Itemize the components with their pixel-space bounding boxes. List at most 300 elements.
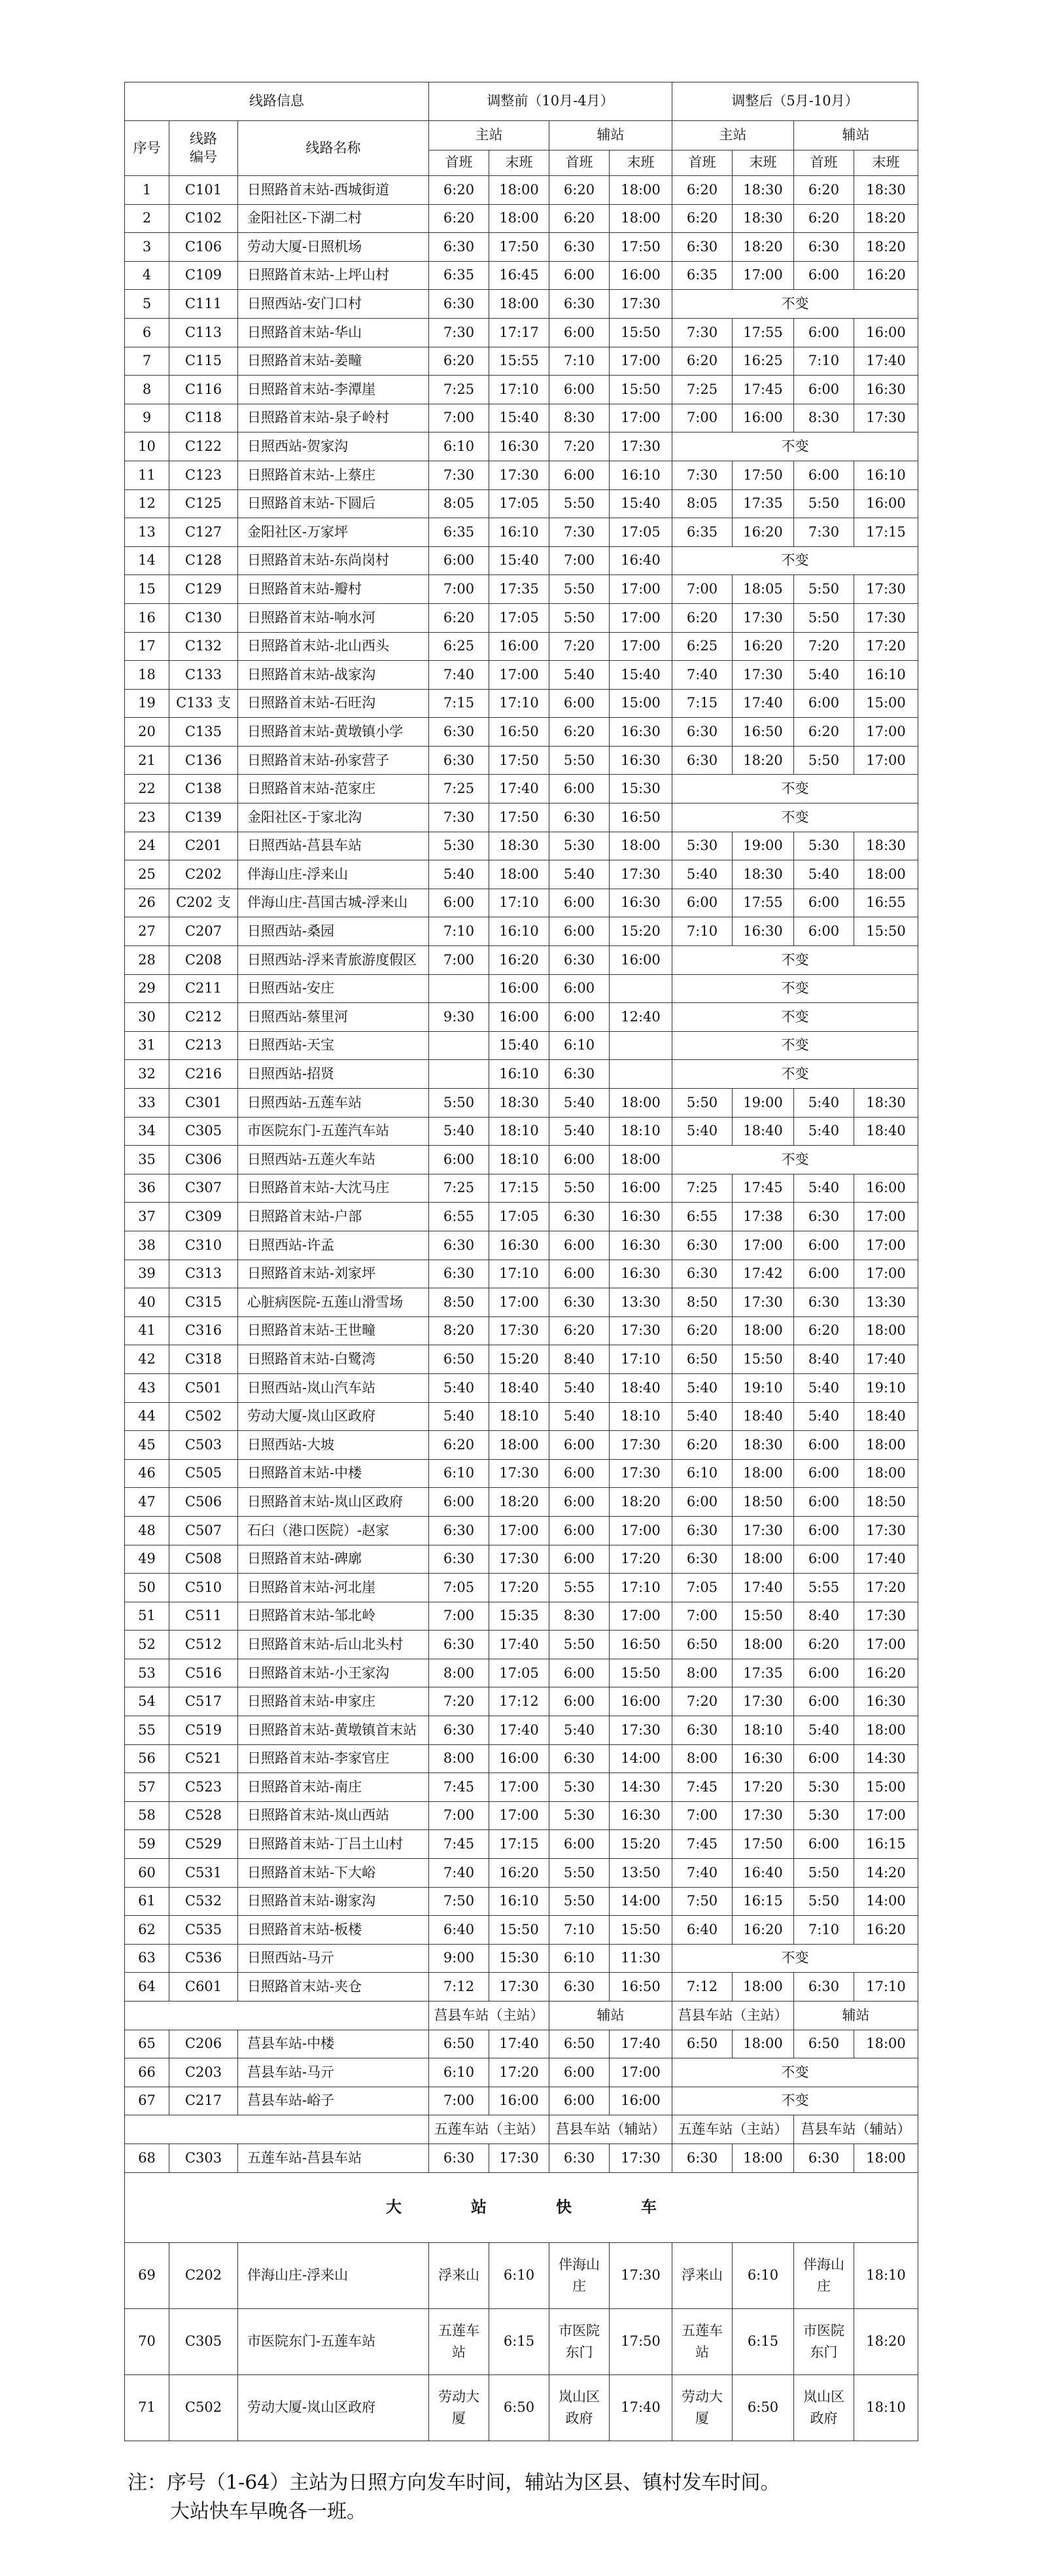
before-aux-last: 17:50 [610, 2308, 672, 2374]
table-row [125, 2030, 918, 2058]
route-code: C310 [169, 1231, 238, 1260]
route-code: C303 [169, 2144, 238, 2172]
route-code: C531 [169, 1859, 238, 1888]
row-number: 32 [125, 1060, 169, 1089]
after-main-first: 8:50 [672, 1288, 733, 1317]
row-number: 30 [125, 1003, 169, 1032]
before-aux-first: 5:30 [549, 1801, 610, 1830]
before-main-first: 8:00 [429, 1744, 489, 1773]
before-aux-last: 16:10 [610, 461, 672, 489]
after-aux-last: 17:40 [854, 1545, 918, 1574]
after-main-first: 7:05 [672, 1574, 733, 1602]
after-main-first: 5:40 [672, 1402, 733, 1431]
after-aux-last: 16:55 [854, 889, 918, 917]
before-main-first: 9:00 [429, 1944, 489, 1973]
row-number: 34 [125, 1117, 169, 1146]
after-main-first: 5:30 [672, 832, 733, 860]
before-aux-first: 6:30 [549, 1744, 610, 1773]
table-row [125, 1516, 918, 1545]
before-aux-first: 6:00 [549, 1545, 610, 1574]
after-main-last: 17:30 [733, 603, 794, 632]
before-main-last: 16:20 [489, 946, 549, 975]
table-row [125, 718, 918, 747]
route-code: C301 [169, 1089, 238, 1118]
after-main-first: 5:50 [672, 1089, 733, 1118]
before-aux-first: 6:00 [549, 461, 610, 489]
after-aux-first: 6:00 [794, 318, 854, 347]
before-main-last: 15:40 [489, 546, 549, 575]
sub-header-aux: 辅站 [794, 2002, 918, 2030]
after-aux-last: 16:10 [854, 661, 918, 690]
route-name: 金阳社区-万家坪 [238, 518, 429, 547]
after-aux-last: 18:50 [854, 1488, 918, 1517]
table-row [125, 1288, 918, 1317]
before-aux-last: 16:30 [610, 1801, 672, 1830]
after-aux-last: 17:00 [854, 1801, 918, 1830]
after-aux-last: 14:00 [854, 1887, 918, 1916]
before-aux-first: 8:30 [549, 404, 610, 432]
after-aux-last: 18:40 [854, 1402, 918, 1431]
route-name: 日照西站-安门口村 [238, 290, 429, 319]
after-main-last: 16:00 [733, 404, 794, 432]
before-main-last: 16:00 [489, 1003, 549, 1032]
after-aux-first: 6:00 [794, 1231, 854, 1260]
route-name: 金阳社区-下湖二村 [238, 204, 429, 233]
blank-cell [125, 2002, 429, 2030]
route-name: 日照路首末站-丁吕土山村 [238, 1830, 429, 1859]
before-main-first: 7:20 [429, 1687, 489, 1716]
after-main-last: 18:50 [733, 1488, 794, 1517]
before-main-last: 17:12 [489, 1687, 549, 1716]
row-number: 1 [125, 176, 169, 205]
after-aux-last: 16:20 [854, 261, 918, 290]
after-aux-last: 18:40 [854, 1117, 918, 1146]
route-name: 日照路首末站-刘家坪 [238, 1260, 429, 1288]
before-main-last: 17:30 [489, 1316, 549, 1345]
before-aux-first: 5:50 [549, 489, 610, 518]
after-aux-first: 5:40 [794, 1402, 854, 1431]
after-main-first: 劳动大厦 [672, 2374, 733, 2441]
after-aux-first: 5:40 [794, 1373, 854, 1402]
table-row [125, 575, 918, 604]
header-before-aux: 辅站 [549, 121, 672, 150]
header-after-main: 主站 [672, 121, 794, 150]
header-row-1 [125, 82, 918, 121]
table-row [125, 318, 918, 347]
after-main-first: 6:20 [672, 204, 733, 233]
route-name: 日照西站-马亓 [238, 1944, 429, 1973]
row-number: 55 [125, 1716, 169, 1745]
before-aux-last: 18:00 [610, 1089, 672, 1118]
before-main-last: 18:00 [489, 290, 549, 319]
before-main-last: 18:00 [489, 1431, 549, 1460]
row-number: 15 [125, 575, 169, 604]
after-main-first: 6:40 [672, 1916, 733, 1945]
after-aux-last: 17:30 [854, 603, 918, 632]
before-main-last: 15:50 [489, 1916, 549, 1945]
before-aux-first: 6:30 [549, 2144, 610, 2172]
route-code: C132 [169, 632, 238, 661]
after-main-first: 6:30 [672, 1716, 733, 1745]
sub-header-main: 莒县车站（主站） [672, 2002, 794, 2030]
route-name: 日照路首末站-泉子岭村 [238, 404, 429, 432]
before-main-last: 16:20 [489, 1859, 549, 1888]
before-aux-first: 6:00 [549, 1431, 610, 1460]
before-aux-first: 6:30 [549, 290, 610, 319]
row-number: 2 [125, 204, 169, 233]
after-main-last: 17:35 [733, 1659, 794, 1687]
before-main-first [429, 1060, 489, 1089]
after-aux-last: 18:00 [854, 1316, 918, 1345]
after-aux-first: 5:50 [794, 489, 854, 518]
before-main-last: 15:30 [489, 1944, 549, 1973]
route-name: 日照西站-贺家沟 [238, 432, 429, 461]
before-main-last: 17:40 [489, 1716, 549, 1745]
before-aux-first: 7:10 [549, 347, 610, 376]
before-main-first: 7:05 [429, 1574, 489, 1602]
before-main-first: 7:30 [429, 461, 489, 489]
before-main-last: 17:20 [489, 1574, 549, 1602]
after-aux-first: 6:00 [794, 1830, 854, 1859]
route-code: C130 [169, 603, 238, 632]
before-aux-first: 6:30 [549, 233, 610, 262]
row-number: 70 [125, 2308, 169, 2374]
after-main-last: 17:30 [733, 1801, 794, 1830]
after-main-last: 18:10 [733, 1716, 794, 1745]
before-main-first: 7:25 [429, 376, 489, 404]
route-name: 劳动大厦-岚山区政府 [238, 1402, 429, 1431]
after-unchanged: 不变 [672, 546, 918, 575]
table-row [125, 1146, 918, 1174]
route-code: C125 [169, 489, 238, 518]
table-row [125, 261, 918, 290]
after-main-first: 7:25 [672, 376, 733, 404]
route-name: 日照路首末站-碑廓 [238, 1545, 429, 1574]
before-aux-last: 15:40 [610, 489, 672, 518]
route-code: C133 [169, 661, 238, 690]
route-name: 日照路首末站-姜疃 [238, 347, 429, 376]
before-aux-last: 17:30 [610, 2144, 672, 2172]
before-aux-last: 17:30 [610, 1459, 672, 1488]
row-number: 24 [125, 832, 169, 860]
before-aux-first: 5:40 [549, 1373, 610, 1402]
footnote [128, 2469, 780, 2526]
after-main-last: 18:20 [733, 233, 794, 262]
route-name: 日照路首末站-小王家沟 [238, 1659, 429, 1687]
row-number: 54 [125, 1687, 169, 1716]
before-aux-first: 6:00 [549, 376, 610, 404]
before-main-first: 7:12 [429, 1973, 489, 2002]
before-main-last: 17:40 [489, 775, 549, 803]
row-number: 69 [125, 2242, 169, 2308]
after-aux-first: 8:40 [794, 1345, 854, 1374]
before-main-last: 16:00 [489, 2087, 549, 2115]
table-row [125, 376, 918, 404]
after-main-last: 16:15 [733, 1887, 794, 1916]
table-row [125, 290, 918, 319]
after-aux-last: 18:00 [854, 1459, 918, 1488]
header-after: 调整后（5月-10月） [672, 82, 918, 121]
after-main-first: 6:00 [672, 889, 733, 917]
table-row [125, 1459, 918, 1488]
table-row [125, 1830, 918, 1859]
after-unchanged: 不变 [672, 1031, 918, 1060]
before-aux-first: 7:30 [549, 518, 610, 547]
before-aux-first: 6:00 [549, 775, 610, 803]
table-row [125, 347, 918, 376]
before-aux-last: 16:00 [610, 2087, 672, 2115]
before-aux-last [610, 1031, 672, 1060]
before-aux-last: 11:30 [610, 1944, 672, 1973]
route-name: 日照西站-五莲火车站 [238, 1146, 429, 1174]
route-name: 日照路首末站-李家官庄 [238, 1744, 429, 1773]
after-main-first: 7:45 [672, 1773, 733, 1802]
before-main-first: 劳动大厦 [429, 2374, 489, 2441]
route-code: C511 [169, 1602, 238, 1631]
before-aux-first: 5:50 [549, 1174, 610, 1203]
table-row [125, 1316, 918, 1345]
route-code: C216 [169, 1060, 238, 1089]
after-aux-last: 18:00 [854, 1716, 918, 1745]
after-main-first: 6:30 [672, 233, 733, 262]
before-main-last: 16:00 [489, 632, 549, 661]
row-number: 62 [125, 1916, 169, 1945]
before-main-last: 17:05 [489, 1203, 549, 1231]
after-main-first: 7:15 [672, 689, 733, 718]
before-main-last: 17:00 [489, 661, 549, 690]
table-row [125, 1973, 918, 2002]
route-code: C502 [169, 1402, 238, 1431]
before-aux-first: 6:30 [549, 946, 610, 975]
route-name: 日照路首末站-上坪山村 [238, 261, 429, 290]
before-aux-first: 6:10 [549, 1944, 610, 1973]
after-main-last: 17:40 [733, 689, 794, 718]
after-main-first: 7:40 [672, 1859, 733, 1888]
before-aux-last: 17:00 [610, 2058, 672, 2087]
row-number: 64 [125, 1973, 169, 2002]
row-number: 53 [125, 1659, 169, 1687]
before-aux-first: 市医院东门 [549, 2308, 610, 2374]
after-aux-last: 15:00 [854, 689, 918, 718]
before-aux-last: 18:10 [610, 1117, 672, 1146]
before-aux-last: 15:20 [610, 917, 672, 946]
row-number: 28 [125, 946, 169, 975]
after-main-first: 8:00 [672, 1659, 733, 1687]
after-main-last: 17:55 [733, 318, 794, 347]
route-name: 日照西站-莒县车站 [238, 832, 429, 860]
after-main-last: 17:35 [733, 489, 794, 518]
table-row [125, 632, 918, 661]
bus-schedule-table [124, 82, 918, 2441]
before-main-last: 17:15 [489, 1174, 549, 1203]
before-aux-last: 13:50 [610, 1859, 672, 1888]
route-code: C123 [169, 461, 238, 489]
before-aux-first: 7:00 [549, 546, 610, 575]
row-number: 52 [125, 1631, 169, 1659]
after-aux-last: 15:00 [854, 1773, 918, 1802]
route-name: 伴海山庄-浮来山 [238, 860, 429, 889]
before-main-first: 9:30 [429, 1003, 489, 1032]
after-aux-last: 14:30 [854, 1744, 918, 1773]
after-aux-last: 17:15 [854, 518, 918, 547]
after-main-first: 7:40 [672, 661, 733, 690]
after-main-first: 7:00 [672, 404, 733, 432]
before-main-last: 17:30 [489, 461, 549, 489]
route-name: 日照路首末站-响水河 [238, 603, 429, 632]
route-code: C203 [169, 2058, 238, 2087]
blank-cell [125, 2115, 429, 2144]
before-aux-last: 17:00 [610, 632, 672, 661]
after-aux-first: 6:00 [794, 1488, 854, 1517]
before-main-last: 15:35 [489, 1602, 549, 1631]
route-name: 日照西站-五莲车站 [238, 1089, 429, 1118]
table-row [125, 1402, 918, 1431]
before-aux-first: 5:30 [549, 832, 610, 860]
before-aux-first: 6:00 [549, 917, 610, 946]
before-main-first: 6:10 [429, 1459, 489, 1488]
table-row [125, 603, 918, 632]
row-number: 27 [125, 917, 169, 946]
after-aux-last: 17:10 [854, 1973, 918, 2002]
before-main-first: 5:40 [429, 860, 489, 889]
before-aux-first: 6:00 [549, 1488, 610, 1517]
after-main-first: 7:30 [672, 461, 733, 489]
before-aux-first: 岚山区政府 [549, 2374, 610, 2441]
before-main-last: 18:30 [489, 832, 549, 860]
before-main-first: 6:30 [429, 1631, 489, 1659]
before-main-first: 6:30 [429, 233, 489, 262]
row-number: 16 [125, 603, 169, 632]
table-row [125, 204, 918, 233]
after-main-last: 18:00 [733, 2144, 794, 2172]
route-name: 日照路首末站-西城街道 [238, 176, 429, 205]
before-main-first: 5:40 [429, 1117, 489, 1146]
route-name: 日照路首末站-东尚岗村 [238, 546, 429, 575]
after-main-last: 17:30 [733, 1288, 794, 1317]
before-aux-first: 5:55 [549, 1574, 610, 1602]
row-number: 46 [125, 1459, 169, 1488]
after-main-first: 6:30 [672, 1260, 733, 1288]
before-aux-first: 6:00 [549, 1260, 610, 1288]
after-aux-first: 市医院东门 [794, 2308, 854, 2374]
route-name: 日照路首末站-夹仓 [238, 1973, 429, 2002]
after-main-first: 6:00 [672, 1488, 733, 1517]
before-main-first: 5:30 [429, 832, 489, 860]
before-main-first: 7:00 [429, 2087, 489, 2115]
route-code: C118 [169, 404, 238, 432]
after-main-last: 18:30 [733, 1431, 794, 1460]
route-name: 日照路首末站-河北崖 [238, 1574, 429, 1602]
after-aux-first: 7:30 [794, 518, 854, 547]
before-main-last: 16:10 [489, 1060, 549, 1089]
after-aux-last: 19:10 [854, 1373, 918, 1402]
route-code: C315 [169, 1288, 238, 1317]
before-aux-last: 18:20 [610, 1488, 672, 1517]
table-row [125, 1659, 918, 1687]
route-name: 日照西站-桑园 [238, 917, 429, 946]
header-first: 首班 [672, 150, 733, 176]
row-number: 13 [125, 518, 169, 547]
before-aux-first: 6:00 [549, 2087, 610, 2115]
before-aux-last: 14:30 [610, 1773, 672, 1802]
route-name: 日照路首末站-下大峪 [238, 1859, 429, 1888]
after-aux-first: 6:30 [794, 2144, 854, 2172]
after-aux-first: 6:20 [794, 176, 854, 205]
header-after-aux: 辅站 [794, 121, 918, 150]
route-code: C505 [169, 1459, 238, 1488]
before-aux-first: 5:50 [549, 1859, 610, 1888]
route-code: C536 [169, 1944, 238, 1973]
express-banner-char: 站 [471, 2197, 487, 2217]
route-name: 伴海山庄-浮来山 [238, 2242, 429, 2308]
route-code: C306 [169, 1146, 238, 1174]
header-first: 首班 [794, 150, 854, 176]
after-unchanged: 不变 [672, 946, 918, 975]
after-main-last: 17:20 [733, 1773, 794, 1802]
before-aux-last: 17:00 [610, 347, 672, 376]
before-main-last: 17:50 [489, 746, 549, 775]
before-main-first: 6:20 [429, 347, 489, 376]
sub-header-main: 五莲车站（主站） [429, 2115, 549, 2144]
after-aux-last: 14:20 [854, 1859, 918, 1888]
row-number: 36 [125, 1174, 169, 1203]
before-aux-first: 6:00 [549, 1003, 610, 1032]
express-banner-char: 车 [641, 2197, 657, 2217]
after-main-last: 19:00 [733, 1089, 794, 1118]
route-name: 日照西站-天宝 [238, 1031, 429, 1060]
after-aux-last: 17:00 [854, 718, 918, 747]
after-main-first: 8:00 [672, 1744, 733, 1773]
before-main-last: 18:10 [489, 1117, 549, 1146]
after-unchanged: 不变 [672, 290, 918, 319]
before-aux-first: 6:00 [549, 689, 610, 718]
route-name: 日照路首末站-谢家沟 [238, 1887, 429, 1916]
before-main-first: 7:45 [429, 1773, 489, 1802]
row-number: 20 [125, 718, 169, 747]
after-aux-last: 18:30 [854, 176, 918, 205]
route-name: 日照路首末站-李潭崖 [238, 376, 429, 404]
express-banner-char: 大 [386, 2197, 402, 2217]
after-aux-last: 18:00 [854, 2030, 918, 2058]
before-main-first: 6:50 [429, 2030, 489, 2058]
before-aux-last: 12:40 [610, 1003, 672, 1032]
before-aux-last: 17:05 [610, 518, 672, 547]
row-number: 45 [125, 1431, 169, 1460]
route-code: C202 [169, 2242, 238, 2308]
before-main-first: 6:00 [429, 1146, 489, 1174]
route-code: C136 [169, 746, 238, 775]
before-main-first: 8:05 [429, 489, 489, 518]
before-aux-last: 14:00 [610, 1887, 672, 1916]
table-row [125, 1859, 918, 1888]
route-name: 日照路首末站-黄墩镇小学 [238, 718, 429, 747]
after-main-last: 17:55 [733, 889, 794, 917]
after-aux-last: 17:00 [854, 1631, 918, 1659]
before-main-first: 7:00 [429, 575, 489, 604]
route-name: 日照西站-蔡里河 [238, 1003, 429, 1032]
before-main-first: 6:20 [429, 1431, 489, 1460]
after-main-last: 18:30 [733, 860, 794, 889]
after-aux-last: 18:10 [854, 2374, 918, 2441]
table-row [125, 974, 918, 1003]
before-aux-last: 15:50 [610, 1916, 672, 1945]
before-aux-last: 17:00 [610, 603, 672, 632]
route-code: C523 [169, 1773, 238, 1802]
after-aux-first: 5:40 [794, 860, 854, 889]
after-main-first: 6:20 [672, 603, 733, 632]
sub-header-aux: 莒县车站（辅站） [794, 2115, 918, 2144]
after-aux-last: 17:20 [854, 1574, 918, 1602]
